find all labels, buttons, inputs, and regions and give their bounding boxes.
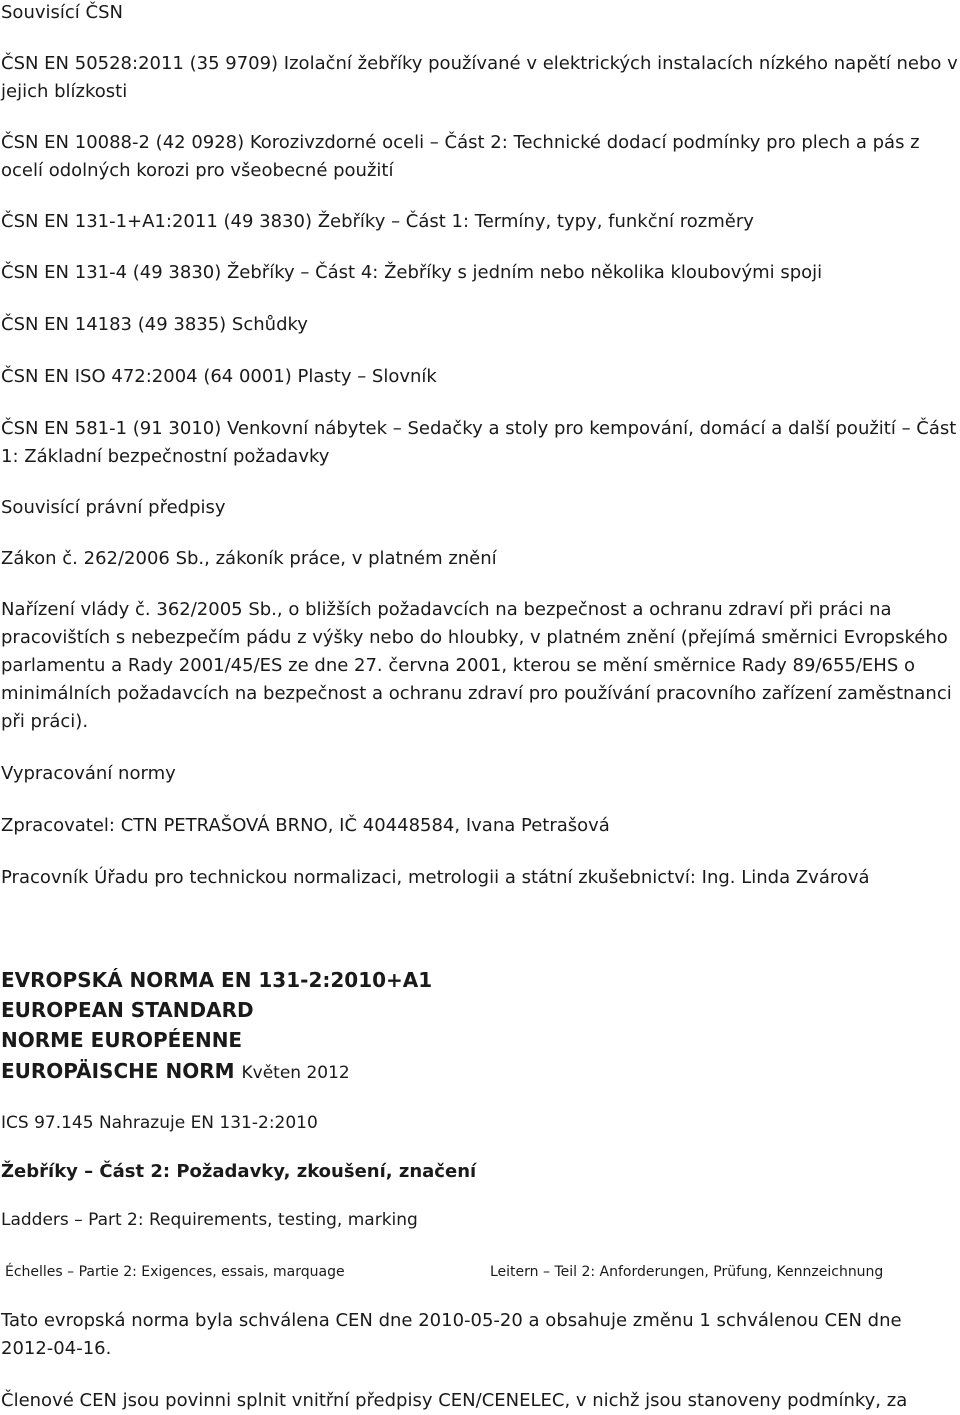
- related-csn-item-5: ČSN EN 14183 (49 3835) Schůdky: [1, 314, 308, 335]
- legal-item-2: Nařízení vlády č. 362/2005 Sb., o bližších požadavcích na bezpečnost a ochranu zdraví při práci na pracovištích s nebezpečím pádu z výšky nebo do hloubky, v platném znění (přejímá směrnici Evropského parlamentu a Rady 2001/45/ES ze dne 27. června 2001, kterou se mění směrnice Rady 89/655/EHS o minimálních požadavcích na bezpečnost a ochranu zdraví pro používání pracovního zařízení zaměstnanci při práci).: [1, 599, 952, 732]
- standard-approval: Tato evropská norma byla schválena CEN dne 2010-05-20 a obsahuje změnu 1 schválenou CEN dne 2012-04-16.: [1, 1310, 902, 1359]
- standard-name-fr: Échelles – Partie 2: Exigences, essais, marquage: [5, 1264, 345, 1280]
- preparation-author: Zpracovatel: CTN PETRAŠOVÁ BRNO, IČ 40448584, Ivana Petrašová: [1, 815, 610, 836]
- standard-title-de-line: [1, 1056, 350, 1088]
- legal-heading: Souvisící právní předpisy: [1, 497, 226, 518]
- standard-title-de: EUROPÄISCHE NORM: [1, 1059, 235, 1083]
- related-csn-item-7: ČSN EN 581-1 (91 3010) Venkovní nábytek – Sedačky a stoly pro kempování, domácí a další použití – Část 1: Základní bezpečnostní požadavky: [1, 418, 957, 467]
- legal-item-1: Zákon č. 262/2006 Sb., zákoník práce, v platném znění: [1, 548, 497, 569]
- standard-title-en: EUROPEAN STANDARD: [1, 998, 254, 1022]
- related-csn-heading: Souvisící ČSN: [1, 2, 123, 23]
- standard-name-cz: Žebříky – Část 2: Požadavky, zkoušení, značení: [1, 1161, 477, 1182]
- preparation-heading: Vypracování normy: [1, 763, 176, 784]
- standard-members: Členové CEN jsou povinni splnit vnitřní předpisy CEN/CENELEC, v nichž jsou stanoveny podmínky, za: [1, 1390, 908, 1411]
- standard-title-cz: EVROPSKÁ NORMA EN 131-2:2010+A1: [1, 968, 433, 992]
- related-csn-item-4: ČSN EN 131-4 (49 3830) Žebříky – Část 4: Žebříky s jedním nebo několika kloubovými spoji: [1, 262, 823, 283]
- standard-title-fr: NORME EUROPÉENNE: [1, 1028, 243, 1052]
- standard-date: Květen 2012: [241, 1063, 350, 1083]
- related-csn-item-1: ČSN EN 50528:2011 (35 9709) Izolační žebříky používané v elektrických instalacích nízkého napětí nebo v jejich blízkosti: [1, 53, 958, 102]
- preparation-officer: Pracovník Úřadu pro technickou normalizaci, metrologii a státní zkušebnictví: Ing. Linda Zvárová: [1, 867, 870, 888]
- standard-name-de: Leitern – Teil 2: Anforderungen, Prüfung, Kennzeichnung: [490, 1264, 884, 1280]
- standard-ics: ICS 97.145 Nahrazuje EN 131-2:2010: [1, 1113, 318, 1133]
- related-csn-item-2: ČSN EN 10088-2 (42 0928) Korozivzdorné oceli – Část 2: Technické dodací podmínky pro plech a pás z ocelí odolných korozi pro všeobecné použití: [1, 132, 920, 181]
- standard-name-en: Ladders – Part 2: Requirements, testing, marking: [1, 1210, 418, 1230]
- related-csn-item-6: ČSN EN ISO 472:2004 (64 0001) Plasty – Slovník: [1, 366, 437, 387]
- related-csn-item-3: ČSN EN 131-1+A1:2011 (49 3830) Žebříky – Část 1: Termíny, typy, funkční rozměry: [1, 211, 754, 232]
